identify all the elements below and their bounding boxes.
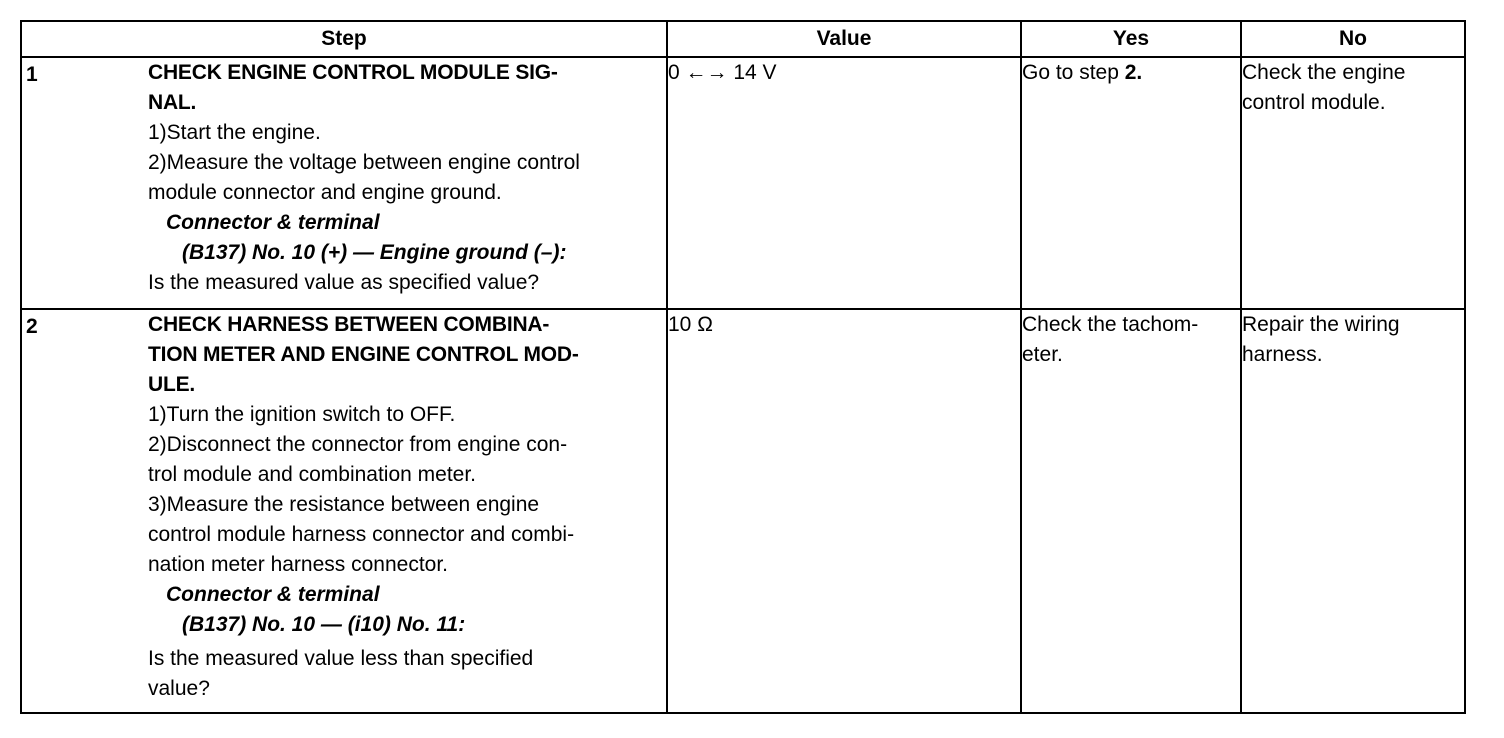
step-title-line: TION METER AND ENGINE CONTROL MOD-	[148, 343, 579, 366]
step-question: Is the measured value as specified value?	[148, 271, 540, 294]
connector-title: Connector & terminal	[166, 583, 380, 606]
value-text: 0 ←→ 14 V	[668, 61, 777, 84]
instruction-line: module connector and engine ground.	[148, 181, 502, 204]
step-question-line: Is the measured value less than specified	[148, 647, 534, 670]
no-text-line: control module.	[1242, 91, 1386, 114]
instruction-line: 3)Measure the resistance between engine	[148, 493, 540, 516]
connector-detail: (B137) No. 10 — (i10) No. 11:	[182, 613, 466, 636]
header-yes: Yes	[1021, 21, 1241, 57]
header-value: Value	[667, 21, 1021, 57]
no-cell	[1241, 309, 1465, 713]
diagnostic-table	[20, 20, 1466, 714]
step-cell	[21, 309, 667, 713]
no-text-line: Check the engine	[1242, 61, 1406, 84]
step-title-line: CHECK HARNESS BETWEEN COMBINA-	[148, 313, 550, 336]
instruction-line: 1)Turn the ignition switch to OFF.	[148, 403, 456, 426]
value-cell	[667, 57, 1021, 309]
instruction-line: 1)Start the engine.	[148, 121, 321, 144]
no-cell	[1241, 57, 1465, 309]
step-title-line: ULE.	[148, 373, 196, 396]
instruction-line: trol module and combination meter.	[148, 463, 477, 486]
step-body	[148, 58, 660, 298]
yes-cell	[1021, 57, 1241, 309]
step-title-line: NAL.	[148, 91, 197, 114]
instruction-line: 2)Disconnect the connector from engine con-	[148, 433, 568, 456]
connector-title: Connector & terminal	[166, 211, 380, 234]
table-header-row	[21, 21, 1465, 57]
step-number: 2	[26, 315, 38, 338]
instruction-line: control module harness connector and combi-	[148, 523, 575, 546]
header-step: Step	[21, 21, 667, 57]
yes-text: Go to step	[1022, 61, 1125, 84]
yes-cell	[1021, 309, 1241, 713]
header-no: No	[1241, 21, 1465, 57]
step-body	[148, 310, 660, 704]
connector-detail: (B137) No. 10 (+) — Engine ground (–):	[182, 241, 567, 264]
step-number: 1	[26, 63, 38, 86]
yes-step-ref: 2.	[1124, 61, 1143, 84]
instruction-line: 2)Measure the voltage between engine control	[148, 151, 580, 174]
yes-text-line: eter.	[1022, 343, 1063, 366]
step-cell	[21, 57, 667, 309]
table-row	[21, 309, 1465, 713]
yes-text-line: Check the tachom-	[1022, 313, 1199, 336]
table-row	[21, 57, 1465, 309]
instruction-line: nation meter harness connector.	[148, 553, 449, 576]
step-title-line: CHECK ENGINE CONTROL MODULE SIG-	[148, 61, 558, 84]
step-question-line: value?	[148, 677, 210, 700]
no-text-line: harness.	[1242, 343, 1323, 366]
no-text-line: Repair the wiring	[1242, 313, 1400, 336]
value-text: 10 Ω	[668, 313, 713, 336]
value-cell	[667, 309, 1021, 713]
